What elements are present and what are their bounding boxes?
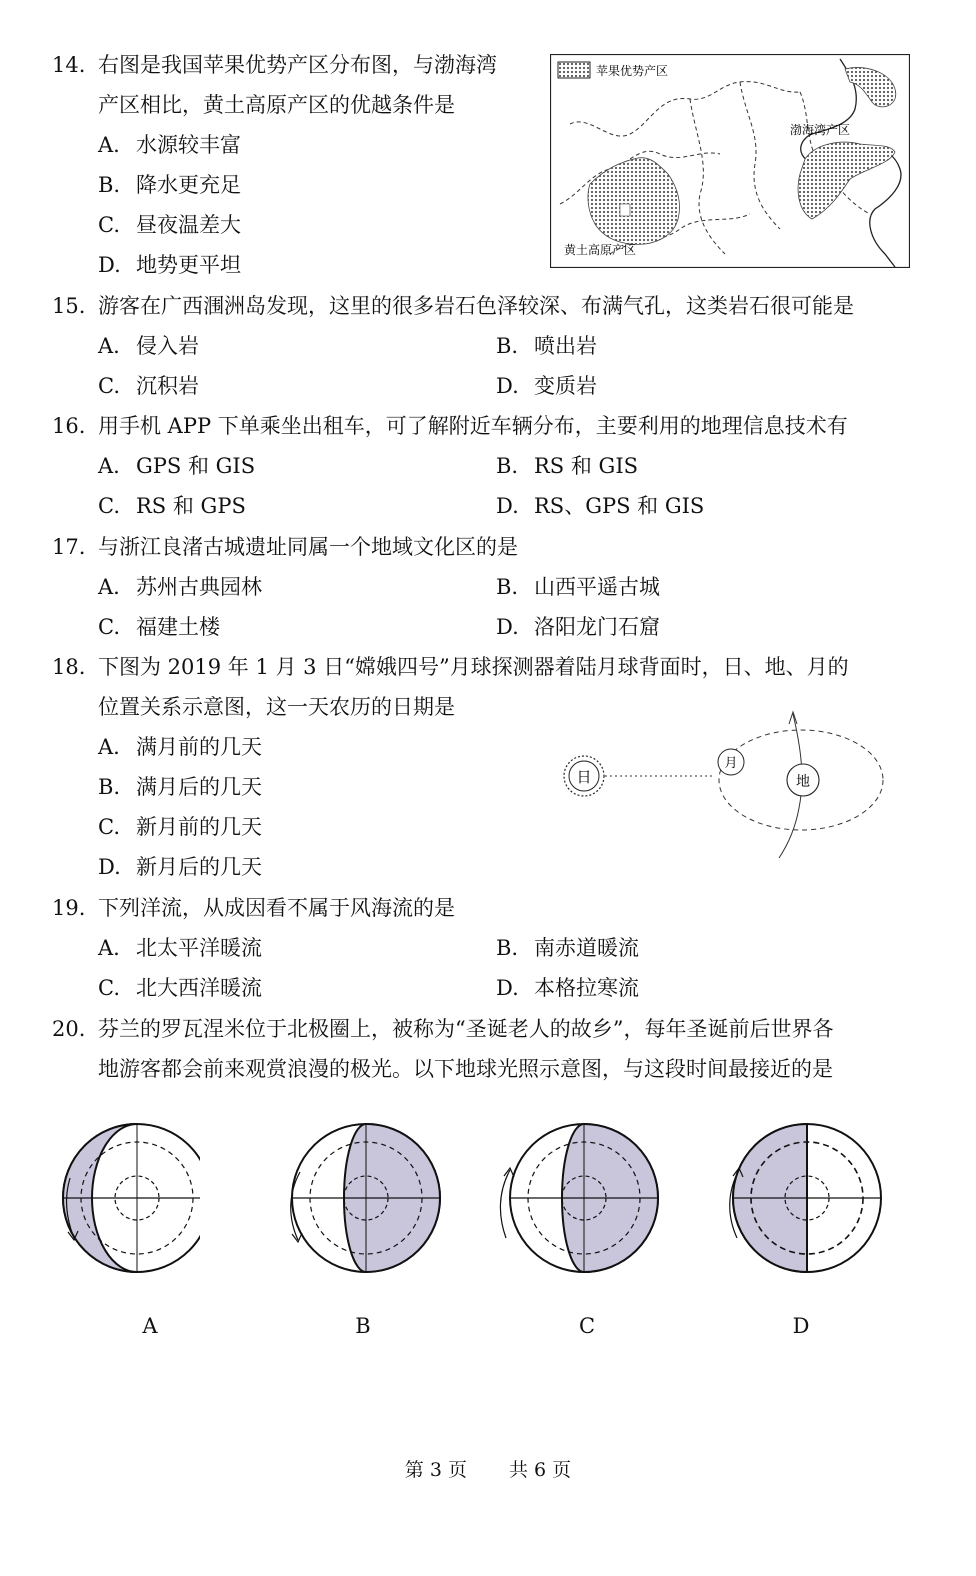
rotation-arc (500, 1170, 510, 1238)
option-text: 福建土楼 (136, 615, 220, 639)
q17-stem: 与浙江良渚古城遗址同属一个地域文化区的是 (98, 535, 518, 559)
moon-label: 月 (724, 756, 738, 771)
q14-stem-line1: 右图是我国苹果优势产区分布图，与渤海湾 (98, 53, 497, 77)
q15-number: 15. (52, 294, 86, 318)
option-text: RS、GPS 和 GIS (534, 494, 705, 518)
q15-option-d (496, 371, 597, 401)
option-key: B. (496, 454, 519, 478)
q15-option-b (496, 331, 597, 361)
option-text: 北太平洋暖流 (136, 936, 262, 960)
q17-option-a (98, 572, 262, 602)
q16-number: 16. (52, 414, 86, 438)
q16-option-b (496, 451, 638, 481)
sun-earth-moon-diagram (555, 708, 895, 864)
option-key: A. (98, 334, 120, 358)
globe-label-d: D (792, 1314, 810, 1338)
q20-stem-line1: 芬兰的罗瓦涅米位于北极圈上，被称为“圣诞老人的故乡”，每年圣诞前后世界各 (98, 1017, 834, 1041)
option-text: 侵入岩 (136, 334, 199, 358)
option-text: 南赤道暖流 (534, 936, 639, 960)
option-key: C. (98, 615, 120, 639)
q18-stem-line1: 下图为 2019 年 1 月 3 日“嫦娥四号”月球探测器着陆月球背面时，日、地、月的 (98, 655, 849, 679)
globe-label-c: C (578, 1314, 596, 1338)
q17-option-b (496, 572, 660, 602)
option-key: D. (496, 976, 519, 1000)
option-text: 水源较丰富 (136, 133, 241, 157)
q18-option-b (98, 772, 262, 802)
option-key: C. (98, 976, 120, 1000)
q19-option-a (98, 933, 262, 963)
q19-option-d (496, 973, 639, 1003)
option-key: A. (98, 735, 120, 759)
q14-option-d (98, 250, 241, 280)
option-text: 苏州古典园林 (136, 575, 262, 599)
q19-stem: 下列洋流，从成因看不属于风海流的是 (98, 896, 455, 920)
q16-option-c (98, 491, 246, 521)
option-text: 降水更充足 (136, 173, 241, 197)
option-key: A. (98, 133, 120, 157)
option-text: RS 和 GPS (136, 494, 246, 518)
option-text: 地势更平坦 (136, 253, 241, 277)
page-footer (0, 1456, 976, 1484)
arrow-icon (789, 712, 797, 724)
option-key: C. (98, 815, 120, 839)
q19-number: 19. (52, 896, 86, 920)
q18-option-a (98, 732, 262, 762)
q18-stem-line2: 位置关系示意图，这一天农历的日期是 (98, 695, 455, 719)
apple-region-map (550, 54, 910, 268)
page-number: 第 3 页 (404, 1459, 467, 1481)
q14-number: 14. (52, 53, 86, 77)
option-key: B. (98, 775, 121, 799)
option-key: A. (98, 454, 120, 478)
option-key: D. (496, 494, 519, 518)
option-key: D. (98, 253, 121, 277)
sun-label: 日 (576, 768, 592, 786)
q18-option-d (98, 852, 262, 882)
option-key: A. (98, 936, 120, 960)
globe-diagram-c (490, 1118, 660, 1278)
option-key: B. (496, 575, 519, 599)
q14-option-c (98, 210, 241, 240)
legend-swatch (558, 62, 590, 78)
option-text: 沉积岩 (136, 374, 199, 398)
option-key: B. (496, 936, 519, 960)
q18-number: 18. (52, 655, 86, 679)
globe-diagram-b (280, 1118, 445, 1278)
option-text: 洛阳龙门石窟 (534, 615, 660, 639)
q16-option-d (496, 491, 704, 521)
q15-stem: 游客在广西涠洲岛发现，这里的很多岩石色泽较深、布满气孔，这类岩石很可能是 (98, 294, 854, 318)
option-key: D. (98, 855, 121, 879)
globe-diagram-a (60, 1118, 200, 1278)
option-key: A. (98, 575, 120, 599)
option-key: C. (98, 213, 120, 237)
q17-option-d (496, 612, 660, 642)
option-key: D. (496, 615, 519, 639)
option-text: RS 和 GIS (534, 454, 639, 478)
q14-option-b (98, 170, 241, 200)
q14-option-a (98, 130, 241, 160)
option-text: 新月前的几天 (136, 815, 262, 839)
q15-option-c (98, 371, 199, 401)
q20-stem-line2: 地游客都会前来观赏浪漫的极光。以下地球光照示意图，与这段时间最接近的是 (98, 1057, 833, 1081)
earth-label: 地 (796, 774, 810, 790)
globe-label-b: B (355, 1314, 371, 1338)
page-total: 共 6 页 (509, 1459, 572, 1481)
option-text: 变质岩 (534, 374, 597, 398)
q20-number: 20. (52, 1017, 86, 1041)
option-text: 北大西洋暖流 (136, 976, 262, 1000)
option-text: 本格拉寒流 (534, 976, 639, 1000)
option-text: 昼夜温差大 (136, 213, 241, 237)
q17-number: 17. (52, 535, 86, 559)
option-key: B. (98, 173, 121, 197)
legend-text: 苹果优势产区 (596, 64, 669, 78)
option-text: 满月后的几天 (136, 775, 262, 799)
bohai-label: 渤海湾产区 (790, 123, 851, 137)
option-text: 山西平遥古城 (534, 575, 660, 599)
q19-option-c (98, 973, 262, 1003)
q14-stem-line2: 产区相比，黄土高原产区的优越条件是 (98, 93, 455, 117)
globe-label-a: A (142, 1314, 158, 1338)
q15-option-a (98, 331, 199, 361)
option-key: D. (496, 374, 519, 398)
q16-stem: 用手机 APP 下单乘坐出租车，可了解附近车辆分布，主要利用的地理信息技术有 (98, 414, 848, 438)
option-text: 喷出岩 (534, 334, 597, 358)
globe-diagram-d (715, 1118, 885, 1278)
option-key: C. (98, 494, 120, 518)
option-key: B. (496, 334, 519, 358)
loess-label: 黄土高原产区 (564, 243, 637, 257)
loess-gap (620, 204, 630, 216)
option-text: 新月后的几天 (136, 855, 262, 879)
q17-option-c (98, 612, 220, 642)
q18-option-c (98, 812, 262, 842)
option-text: 满月前的几天 (136, 735, 262, 759)
q16-option-a (98, 451, 255, 481)
q19-option-b (496, 933, 639, 963)
option-text: GPS 和 GIS (136, 454, 256, 478)
option-key: C. (98, 374, 120, 398)
